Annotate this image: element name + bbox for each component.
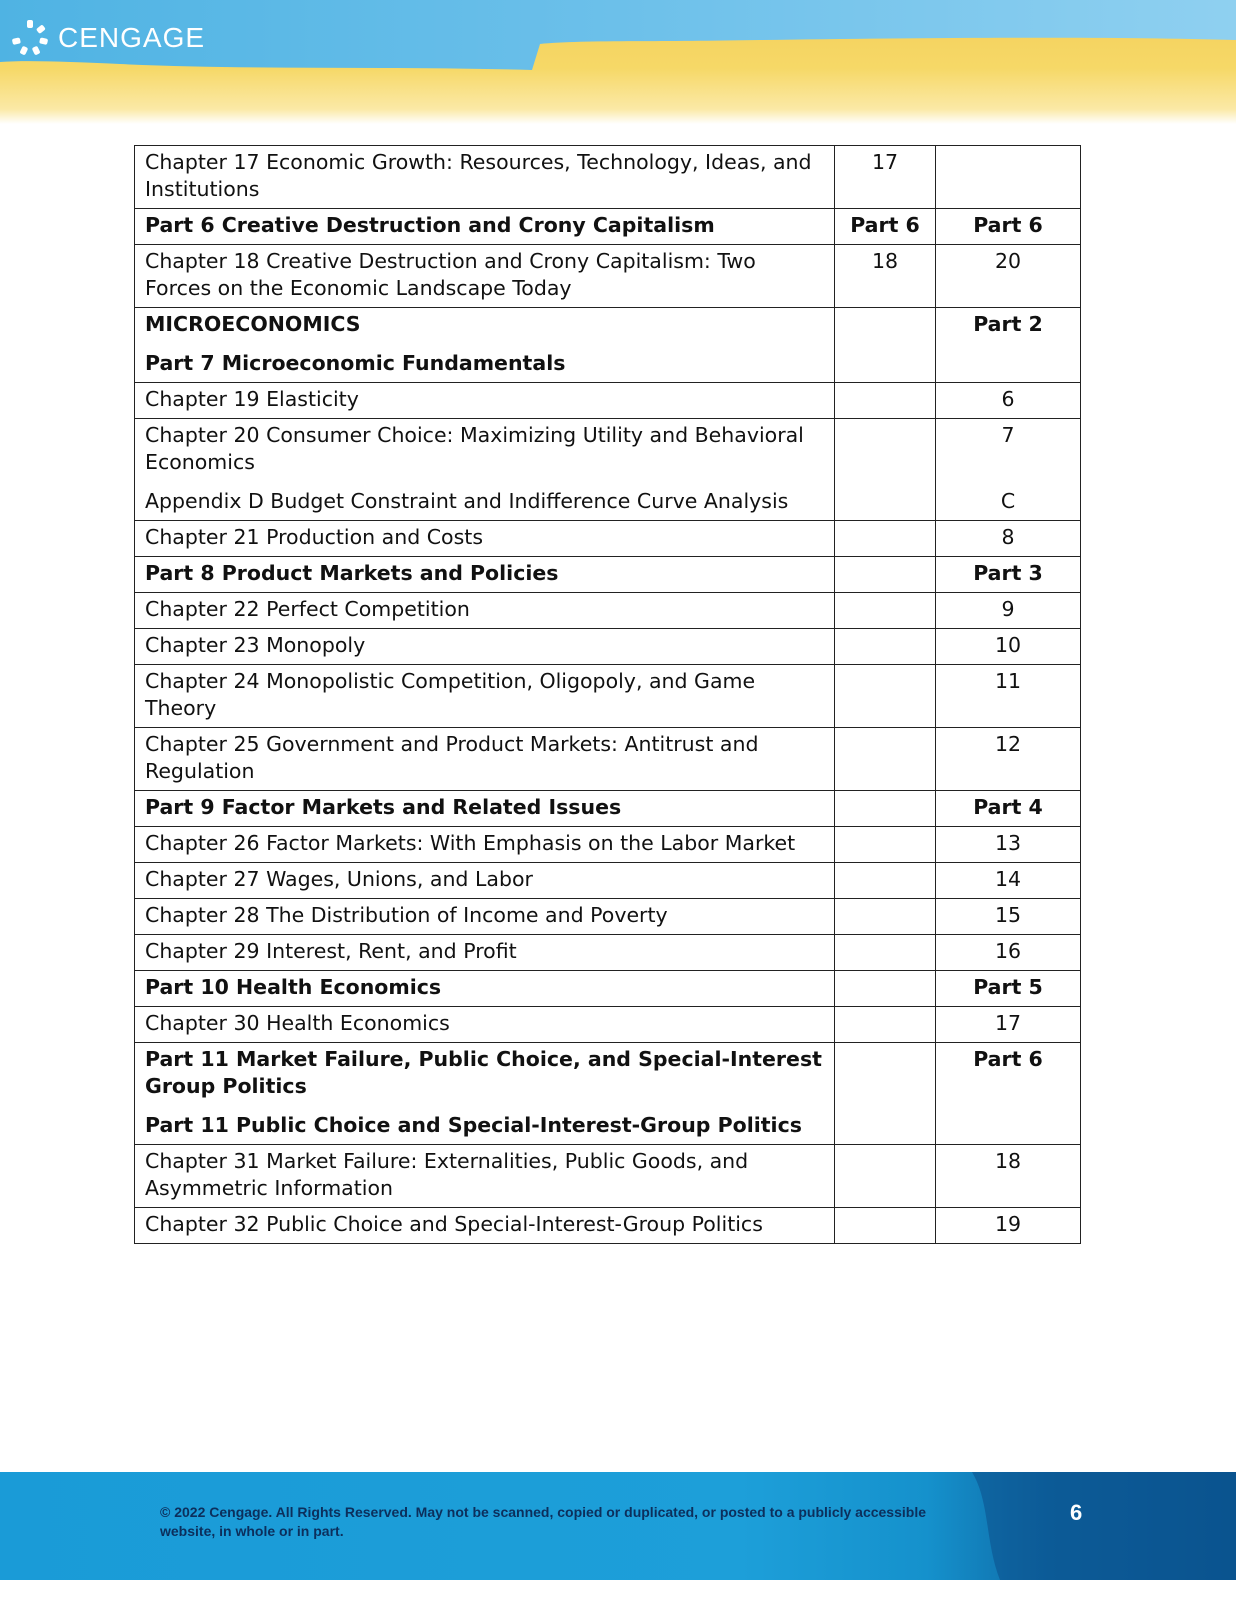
edition-b-cell <box>936 863 1081 899</box>
cell-text: Appendix D Budget Constraint and Indifference Curve Analysis <box>145 489 789 513</box>
chapter-row <box>135 728 1081 791</box>
cell-text: Part 9 Factor Markets and Related Issues <box>145 795 622 819</box>
edition-a-cell <box>835 245 936 308</box>
part-row <box>135 1043 1081 1145</box>
edition-b-cell <box>936 1007 1081 1043</box>
edition-a-cell <box>835 557 936 593</box>
cell-text: Part 4 <box>973 795 1043 819</box>
title-cell <box>135 899 835 935</box>
title-cell <box>135 1007 835 1043</box>
edition-b-cell <box>936 557 1081 593</box>
cell-text: Part 11 Market Failure, Public Choice, and Special-Interest Group Politics <box>145 1047 822 1098</box>
cell-text: Chapter 31 Market Failure: Externalities, Public Goods, and Asymmetric Information <box>145 1149 749 1200</box>
cell-text: 9 <box>1001 597 1015 621</box>
edition-b-cell <box>936 827 1081 863</box>
edition-b-cell <box>936 245 1081 308</box>
title-cell <box>135 863 835 899</box>
cell-text: 17 <box>994 1011 1022 1035</box>
chapter-row <box>135 245 1081 308</box>
edition-a-cell <box>835 521 936 557</box>
chapter-row <box>135 665 1081 728</box>
cell-text: 8 <box>1001 525 1015 549</box>
title-cell <box>135 593 835 629</box>
cell-text: Chapter 17 Economic Growth: Resources, Technology, Ideas, and Institutions <box>145 150 812 201</box>
title-cell <box>135 146 835 209</box>
line-gap <box>145 476 824 488</box>
cengage-logo <box>10 18 205 58</box>
edition-a-cell <box>835 1007 936 1043</box>
cell-text: 19 <box>994 1212 1022 1236</box>
cell-text: Chapter 23 Monopoly <box>145 633 366 657</box>
cell-text: Chapter 24 Monopolistic Competition, Oligopoly, and Game Theory <box>145 669 756 720</box>
edition-a-cell <box>835 665 936 728</box>
edition-a-cell <box>835 791 936 827</box>
edition-b-cell <box>936 1145 1081 1208</box>
cell-text: 10 <box>994 633 1022 657</box>
title-cell <box>135 728 835 791</box>
chapter-row <box>135 593 1081 629</box>
title-cell <box>135 419 835 521</box>
chapter-row <box>135 863 1081 899</box>
cell-text: Chapter 21 Production and Costs <box>145 525 483 549</box>
footer-banner <box>0 1472 1236 1580</box>
line-gap <box>938 449 1078 488</box>
cell-text: Part 6 Creative Destruction and Crony Capitalism <box>145 213 715 237</box>
edition-a-cell <box>835 863 936 899</box>
chapter-row <box>135 1145 1081 1208</box>
part-row <box>135 791 1081 827</box>
edition-a-cell <box>835 899 936 935</box>
cell-text: Part 11 Public Choice and Special-Interest-Group Politics <box>145 1113 802 1137</box>
cell-text: 20 <box>994 249 1022 273</box>
cell-text: Part 3 <box>973 561 1043 585</box>
edition-b-cell <box>936 899 1081 935</box>
edition-a-cell <box>835 629 936 665</box>
chapter-row <box>135 827 1081 863</box>
chapter-row <box>135 383 1081 419</box>
edition-a-cell <box>835 935 936 971</box>
title-cell <box>135 629 835 665</box>
edition-b-cell <box>936 593 1081 629</box>
copyright-notice: © 2022 Cengage. All Rights Reserved. May not be scanned, copied or duplicated, or posted to a publicly accessible website, in whole or in part. <box>160 1504 927 1539</box>
part-row <box>135 308 1081 383</box>
title-cell <box>135 209 835 245</box>
cell-text: Chapter 27 Wages, Unions, and Labor <box>145 867 533 891</box>
edition-a-cell <box>835 593 936 629</box>
title-cell <box>135 935 835 971</box>
cell-text: Chapter 18 Creative Destruction and Crony Capitalism: Two Forces on the Economic Landscape Today <box>145 249 756 300</box>
header-banner <box>0 0 1236 124</box>
chapter-row <box>135 146 1081 209</box>
edition-b-cell <box>936 308 1081 383</box>
edition-b-cell <box>936 665 1081 728</box>
cell-text: Part 8 Product Markets and Policies <box>145 561 559 585</box>
chapter-correlation-table <box>134 145 1081 1244</box>
cell-text: 17 <box>871 150 899 174</box>
chapter-row <box>135 419 1081 521</box>
edition-b-cell <box>936 971 1081 1007</box>
edition-b-cell <box>936 146 1081 209</box>
cell-text: Chapter 32 Public Choice and Special-Interest-Group Politics <box>145 1212 763 1236</box>
edition-b-cell <box>936 383 1081 419</box>
edition-a-cell <box>835 383 936 419</box>
edition-a-cell <box>835 827 936 863</box>
edition-b-cell <box>936 1043 1081 1145</box>
cell-text: Part 6 <box>973 213 1043 237</box>
line-gap <box>145 338 824 350</box>
title-cell <box>135 383 835 419</box>
chapter-row <box>135 629 1081 665</box>
cell-text: 11 <box>994 669 1022 693</box>
cell-text: Part 2 <box>973 312 1043 336</box>
chapter-row <box>135 1208 1081 1244</box>
cell-text: Chapter 29 Interest, Rent, and Profit <box>145 939 517 963</box>
chapter-row <box>135 521 1081 557</box>
cell-text: Chapter 19 Elasticity <box>145 387 359 411</box>
cell-text: Chapter 22 Perfect Competition <box>145 597 470 621</box>
cell-text: 6 <box>1001 387 1015 411</box>
cell-text: 7 <box>1001 423 1015 447</box>
edition-a-cell <box>835 1043 936 1145</box>
edition-a-cell <box>835 419 936 521</box>
cell-text: 18 <box>994 1149 1022 1173</box>
edition-a-cell <box>835 308 936 383</box>
edition-a-cell <box>835 1208 936 1244</box>
title-cell <box>135 665 835 728</box>
edition-b-cell <box>936 629 1081 665</box>
edition-b-cell <box>936 791 1081 827</box>
part-row <box>135 209 1081 245</box>
part-row <box>135 557 1081 593</box>
edition-b-cell <box>936 935 1081 971</box>
title-cell <box>135 1043 835 1145</box>
cell-text: 16 <box>994 939 1022 963</box>
edition-b-cell <box>936 209 1081 245</box>
edition-b-cell <box>936 419 1081 521</box>
page-number: 6 <box>1070 1500 1083 1525</box>
cell-text: Chapter 30 Health Economics <box>145 1011 450 1035</box>
title-cell <box>135 827 835 863</box>
cell-text: Part 7 Microeconomic Fundamentals <box>145 351 566 375</box>
title-cell <box>135 521 835 557</box>
title-cell <box>135 1145 835 1208</box>
title-cell <box>135 1208 835 1244</box>
title-cell <box>135 791 835 827</box>
cell-text: 14 <box>994 867 1022 891</box>
cell-text: 12 <box>994 732 1022 756</box>
table-body <box>135 146 1081 1244</box>
cell-text: Chapter 25 Government and Product Markets: Antitrust and Regulation <box>145 732 759 783</box>
title-cell <box>135 245 835 308</box>
cell-text: Chapter 28 The Distribution of Income and Poverty <box>145 903 668 927</box>
title-cell <box>135 308 835 383</box>
cell-text: Chapter 26 Factor Markets: With Emphasis on the Labor Market <box>145 831 796 855</box>
line-gap <box>145 1100 824 1112</box>
edition-b-cell <box>936 1208 1081 1244</box>
chapter-row <box>135 935 1081 971</box>
edition-a-cell <box>835 146 936 209</box>
cengage-logo-icon <box>10 18 50 58</box>
title-cell <box>135 557 835 593</box>
chapter-row <box>135 899 1081 935</box>
cell-text: Part 5 <box>973 975 1043 999</box>
edition-a-cell <box>835 1145 936 1208</box>
edition-b-cell <box>936 728 1081 791</box>
cell-text: 13 <box>994 831 1022 855</box>
cell-text: Chapter 20 Consumer Choice: Maximizing Utility and Behavioral Economics <box>145 423 804 474</box>
cell-text: 18 <box>871 249 899 273</box>
cell-text: 15 <box>994 903 1022 927</box>
chapter-row <box>135 1007 1081 1043</box>
edition-b-cell <box>936 521 1081 557</box>
cell-text: C <box>1000 489 1016 513</box>
cell-text: Part 6 <box>973 1047 1043 1071</box>
brand-name: CENGAGE <box>58 22 206 53</box>
cell-text: Part 10 Health Economics <box>145 975 442 999</box>
edition-a-cell <box>835 209 936 245</box>
edition-a-cell <box>835 971 936 1007</box>
cell-text: MICROECONOMICS <box>145 312 361 336</box>
cell-text: Part 6 <box>850 213 920 237</box>
title-cell <box>135 971 835 1007</box>
edition-a-cell <box>835 728 936 791</box>
part-row <box>135 971 1081 1007</box>
